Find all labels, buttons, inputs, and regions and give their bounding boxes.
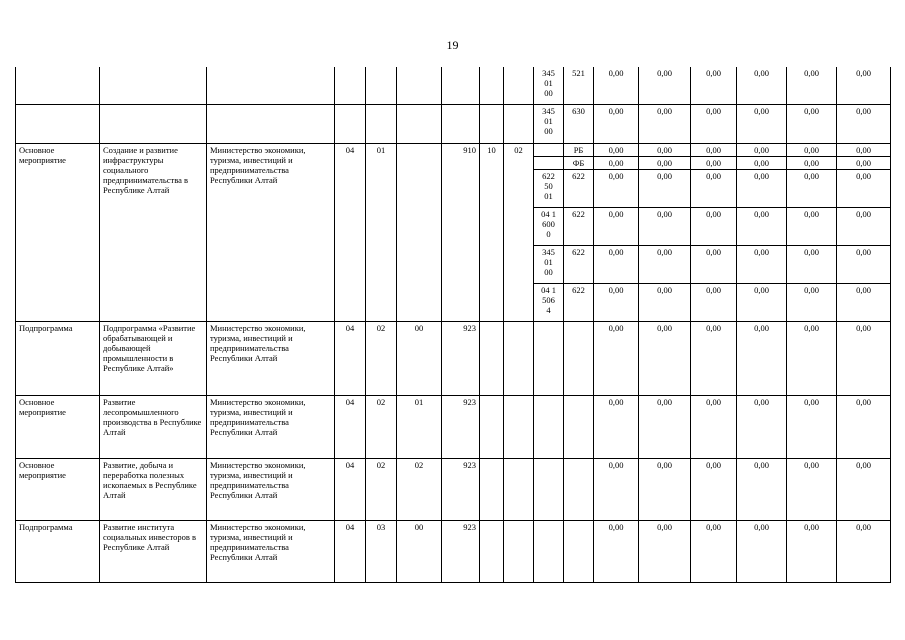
grbs-cell: 923: [442, 520, 480, 582]
code-cell: 04: [335, 395, 366, 458]
value-cell: 0,00: [594, 67, 639, 104]
table-row: [16, 395, 891, 458]
code-cell: 04: [335, 143, 366, 321]
status-cell: Основное мероприятие: [16, 395, 100, 458]
value-cell: 0,00: [737, 321, 787, 395]
empty-cell: [100, 67, 207, 104]
source-cell: [564, 321, 594, 395]
rz-cell: [480, 395, 504, 458]
source-cell: 622: [564, 207, 594, 245]
empty-cell: [480, 104, 504, 143]
value-cell: 0,00: [837, 520, 891, 582]
value-cell: 0,00: [787, 321, 837, 395]
code-cell: 02: [366, 321, 397, 395]
value-cell: 0,00: [639, 458, 691, 520]
pr-cell: [504, 458, 534, 520]
code-cell: 04: [335, 321, 366, 395]
ministry-cell: Министерство экономики, туризма, инвестиций и предпринимательства Республики Алтай: [207, 395, 335, 458]
value-cell: 0,00: [787, 207, 837, 245]
code-cell: 04: [335, 458, 366, 520]
kbk-code-cell: [534, 156, 564, 169]
source-cell: 622: [564, 283, 594, 321]
source-cell: 521: [564, 67, 594, 104]
rz-cell: [480, 520, 504, 582]
source-cell: 622: [564, 245, 594, 283]
source-cell: РБ: [564, 143, 594, 156]
empty-cell: [442, 67, 480, 104]
value-cell: 0,00: [837, 321, 891, 395]
kbk-code-cell: 04 1 506 4: [534, 283, 564, 321]
value-cell: 0,00: [837, 245, 891, 283]
name-cell: Развитие лесопромышленного производства в Республике Алтай: [100, 395, 207, 458]
empty-cell: [16, 67, 100, 104]
grbs-cell: 910: [442, 143, 480, 321]
grbs-cell: 923: [442, 321, 480, 395]
table-row: [16, 143, 891, 156]
value-cell: 0,00: [594, 520, 639, 582]
source-cell: [564, 395, 594, 458]
value-cell: 0,00: [691, 207, 737, 245]
empty-cell: [504, 104, 534, 143]
value-cell: 0,00: [837, 143, 891, 156]
value-cell: 0,00: [737, 245, 787, 283]
value-cell: 0,00: [594, 207, 639, 245]
name-cell: Подпрограмма «Развитие обрабатывающей и добывающей промышленности в Республике Алтай»: [100, 321, 207, 395]
rz-cell: [480, 321, 504, 395]
empty-cell: [504, 67, 534, 104]
value-cell: 0,00: [787, 143, 837, 156]
ministry-cell: Министерство экономики, туризма, инвестиций и предпринимательства Республики Алтай: [207, 520, 335, 582]
pr-cell: [504, 395, 534, 458]
value-cell: 0,00: [691, 395, 737, 458]
value-cell: 0,00: [691, 283, 737, 321]
value-cell: 0,00: [787, 395, 837, 458]
status-cell: Основное мероприятие: [16, 143, 100, 321]
name-cell: Развитие института социальных инвесторов в Республике Алтай: [100, 520, 207, 582]
value-cell: 0,00: [691, 520, 737, 582]
kbk-code-cell: [534, 143, 564, 156]
grbs-cell: 923: [442, 458, 480, 520]
value-cell: 0,00: [787, 156, 837, 169]
value-cell: 0,00: [691, 169, 737, 207]
value-cell: 0,00: [639, 283, 691, 321]
value-cell: 0,00: [737, 104, 787, 143]
kbk-code-cell: [534, 395, 564, 458]
value-cell: 0,00: [639, 520, 691, 582]
value-cell: 0,00: [639, 143, 691, 156]
empty-cell: [442, 104, 480, 143]
table-row: [16, 67, 891, 104]
empty-cell: [207, 104, 335, 143]
value-cell: 0,00: [737, 67, 787, 104]
empty-cell: [397, 67, 442, 104]
name-cell: Создание и развитие инфраструктуры социального предпринимательства в Республике Алтай: [100, 143, 207, 321]
page-number: 19: [446, 38, 459, 52]
name-cell: Развитие, добыча и переработка полезных ископаемых в Республике Алтай: [100, 458, 207, 520]
empty-cell: [335, 67, 366, 104]
code-cell: 02: [366, 395, 397, 458]
value-cell: 0,00: [737, 520, 787, 582]
status-cell: Основное мероприятие: [16, 458, 100, 520]
status-cell: Подпрограмма: [16, 321, 100, 395]
source-cell: 622: [564, 169, 594, 207]
source-cell: [564, 520, 594, 582]
table-row: [16, 104, 891, 143]
kbk-code-cell: 345 01 00: [534, 104, 564, 143]
pr-cell: [504, 321, 534, 395]
value-cell: 0,00: [691, 104, 737, 143]
value-cell: 0,00: [639, 207, 691, 245]
kbk-code-cell: [534, 321, 564, 395]
empty-cell: [100, 104, 207, 143]
value-cell: 0,00: [594, 245, 639, 283]
value-cell: 0,00: [837, 156, 891, 169]
value-cell: 0,00: [691, 245, 737, 283]
value-cell: 0,00: [639, 321, 691, 395]
empty-cell: [335, 104, 366, 143]
source-cell: [564, 458, 594, 520]
value-cell: 0,00: [787, 169, 837, 207]
value-cell: 0,00: [787, 520, 837, 582]
empty-cell: [397, 104, 442, 143]
value-cell: 0,00: [639, 156, 691, 169]
code-cell: 04: [335, 520, 366, 582]
ministry-cell: Министерство экономики, туризма, инвестиций и предпринимательства Республики Алтай: [207, 143, 335, 321]
value-cell: 0,00: [837, 169, 891, 207]
code-cell: [397, 143, 442, 321]
rz-cell: [480, 458, 504, 520]
kbk-code-cell: 04 1 600 0: [534, 207, 564, 245]
empty-cell: [366, 104, 397, 143]
value-cell: 0,00: [639, 67, 691, 104]
value-cell: 0,00: [594, 321, 639, 395]
kbk-code-cell: [534, 520, 564, 582]
empty-cell: [480, 67, 504, 104]
value-cell: 0,00: [837, 67, 891, 104]
code-cell: 02: [397, 458, 442, 520]
empty-cell: [16, 104, 100, 143]
table-row: [16, 458, 891, 520]
value-cell: 0,00: [787, 458, 837, 520]
value-cell: 0,00: [787, 104, 837, 143]
rz-cell: 10: [480, 143, 504, 321]
source-cell: ФБ: [564, 156, 594, 169]
code-cell: 01: [366, 143, 397, 321]
value-cell: 0,00: [787, 283, 837, 321]
value-cell: 0,00: [639, 104, 691, 143]
value-cell: 0,00: [594, 169, 639, 207]
value-cell: 0,00: [737, 458, 787, 520]
value-cell: 0,00: [737, 395, 787, 458]
value-cell: 0,00: [737, 156, 787, 169]
code-cell: 03: [366, 520, 397, 582]
kbk-code-cell: 345 01 00: [534, 67, 564, 104]
value-cell: 0,00: [594, 156, 639, 169]
value-cell: 0,00: [594, 458, 639, 520]
value-cell: 0,00: [837, 458, 891, 520]
value-cell: 0,00: [594, 283, 639, 321]
value-cell: 0,00: [594, 104, 639, 143]
code-cell: 01: [397, 395, 442, 458]
value-cell: 0,00: [594, 143, 639, 156]
value-cell: 0,00: [737, 283, 787, 321]
code-cell: 02: [366, 458, 397, 520]
kbk-code-cell: [534, 458, 564, 520]
value-cell: 0,00: [787, 245, 837, 283]
value-cell: 0,00: [691, 67, 737, 104]
ministry-cell: Министерство экономики, туризма, инвестиций и предпринимательства Республики Алтай: [207, 458, 335, 520]
table-row: [16, 520, 891, 582]
value-cell: 0,00: [639, 169, 691, 207]
value-cell: 0,00: [691, 156, 737, 169]
pr-cell: [504, 520, 534, 582]
budget-table: [15, 67, 891, 583]
status-cell: Подпрограмма: [16, 520, 100, 582]
value-cell: 0,00: [737, 169, 787, 207]
value-cell: 0,00: [737, 143, 787, 156]
value-cell: 0,00: [691, 458, 737, 520]
value-cell: 0,00: [639, 395, 691, 458]
value-cell: 0,00: [691, 321, 737, 395]
value-cell: 0,00: [837, 207, 891, 245]
kbk-code-cell: 345 01 00: [534, 245, 564, 283]
table-row: [16, 321, 891, 395]
source-cell: 630: [564, 104, 594, 143]
code-cell: 00: [397, 520, 442, 582]
kbk-code-cell: 622 50 01: [534, 169, 564, 207]
empty-cell: [207, 67, 335, 104]
value-cell: 0,00: [691, 143, 737, 156]
value-cell: 0,00: [837, 283, 891, 321]
grbs-cell: 923: [442, 395, 480, 458]
value-cell: 0,00: [639, 245, 691, 283]
value-cell: 0,00: [787, 67, 837, 104]
ministry-cell: Министерство экономики, туризма, инвестиций и предпринимательства Республики Алтай: [207, 321, 335, 395]
pr-cell: 02: [504, 143, 534, 321]
empty-cell: [366, 67, 397, 104]
value-cell: 0,00: [837, 395, 891, 458]
table-body: [16, 67, 891, 582]
value-cell: 0,00: [737, 207, 787, 245]
value-cell: 0,00: [594, 395, 639, 458]
value-cell: 0,00: [837, 104, 891, 143]
code-cell: 00: [397, 321, 442, 395]
